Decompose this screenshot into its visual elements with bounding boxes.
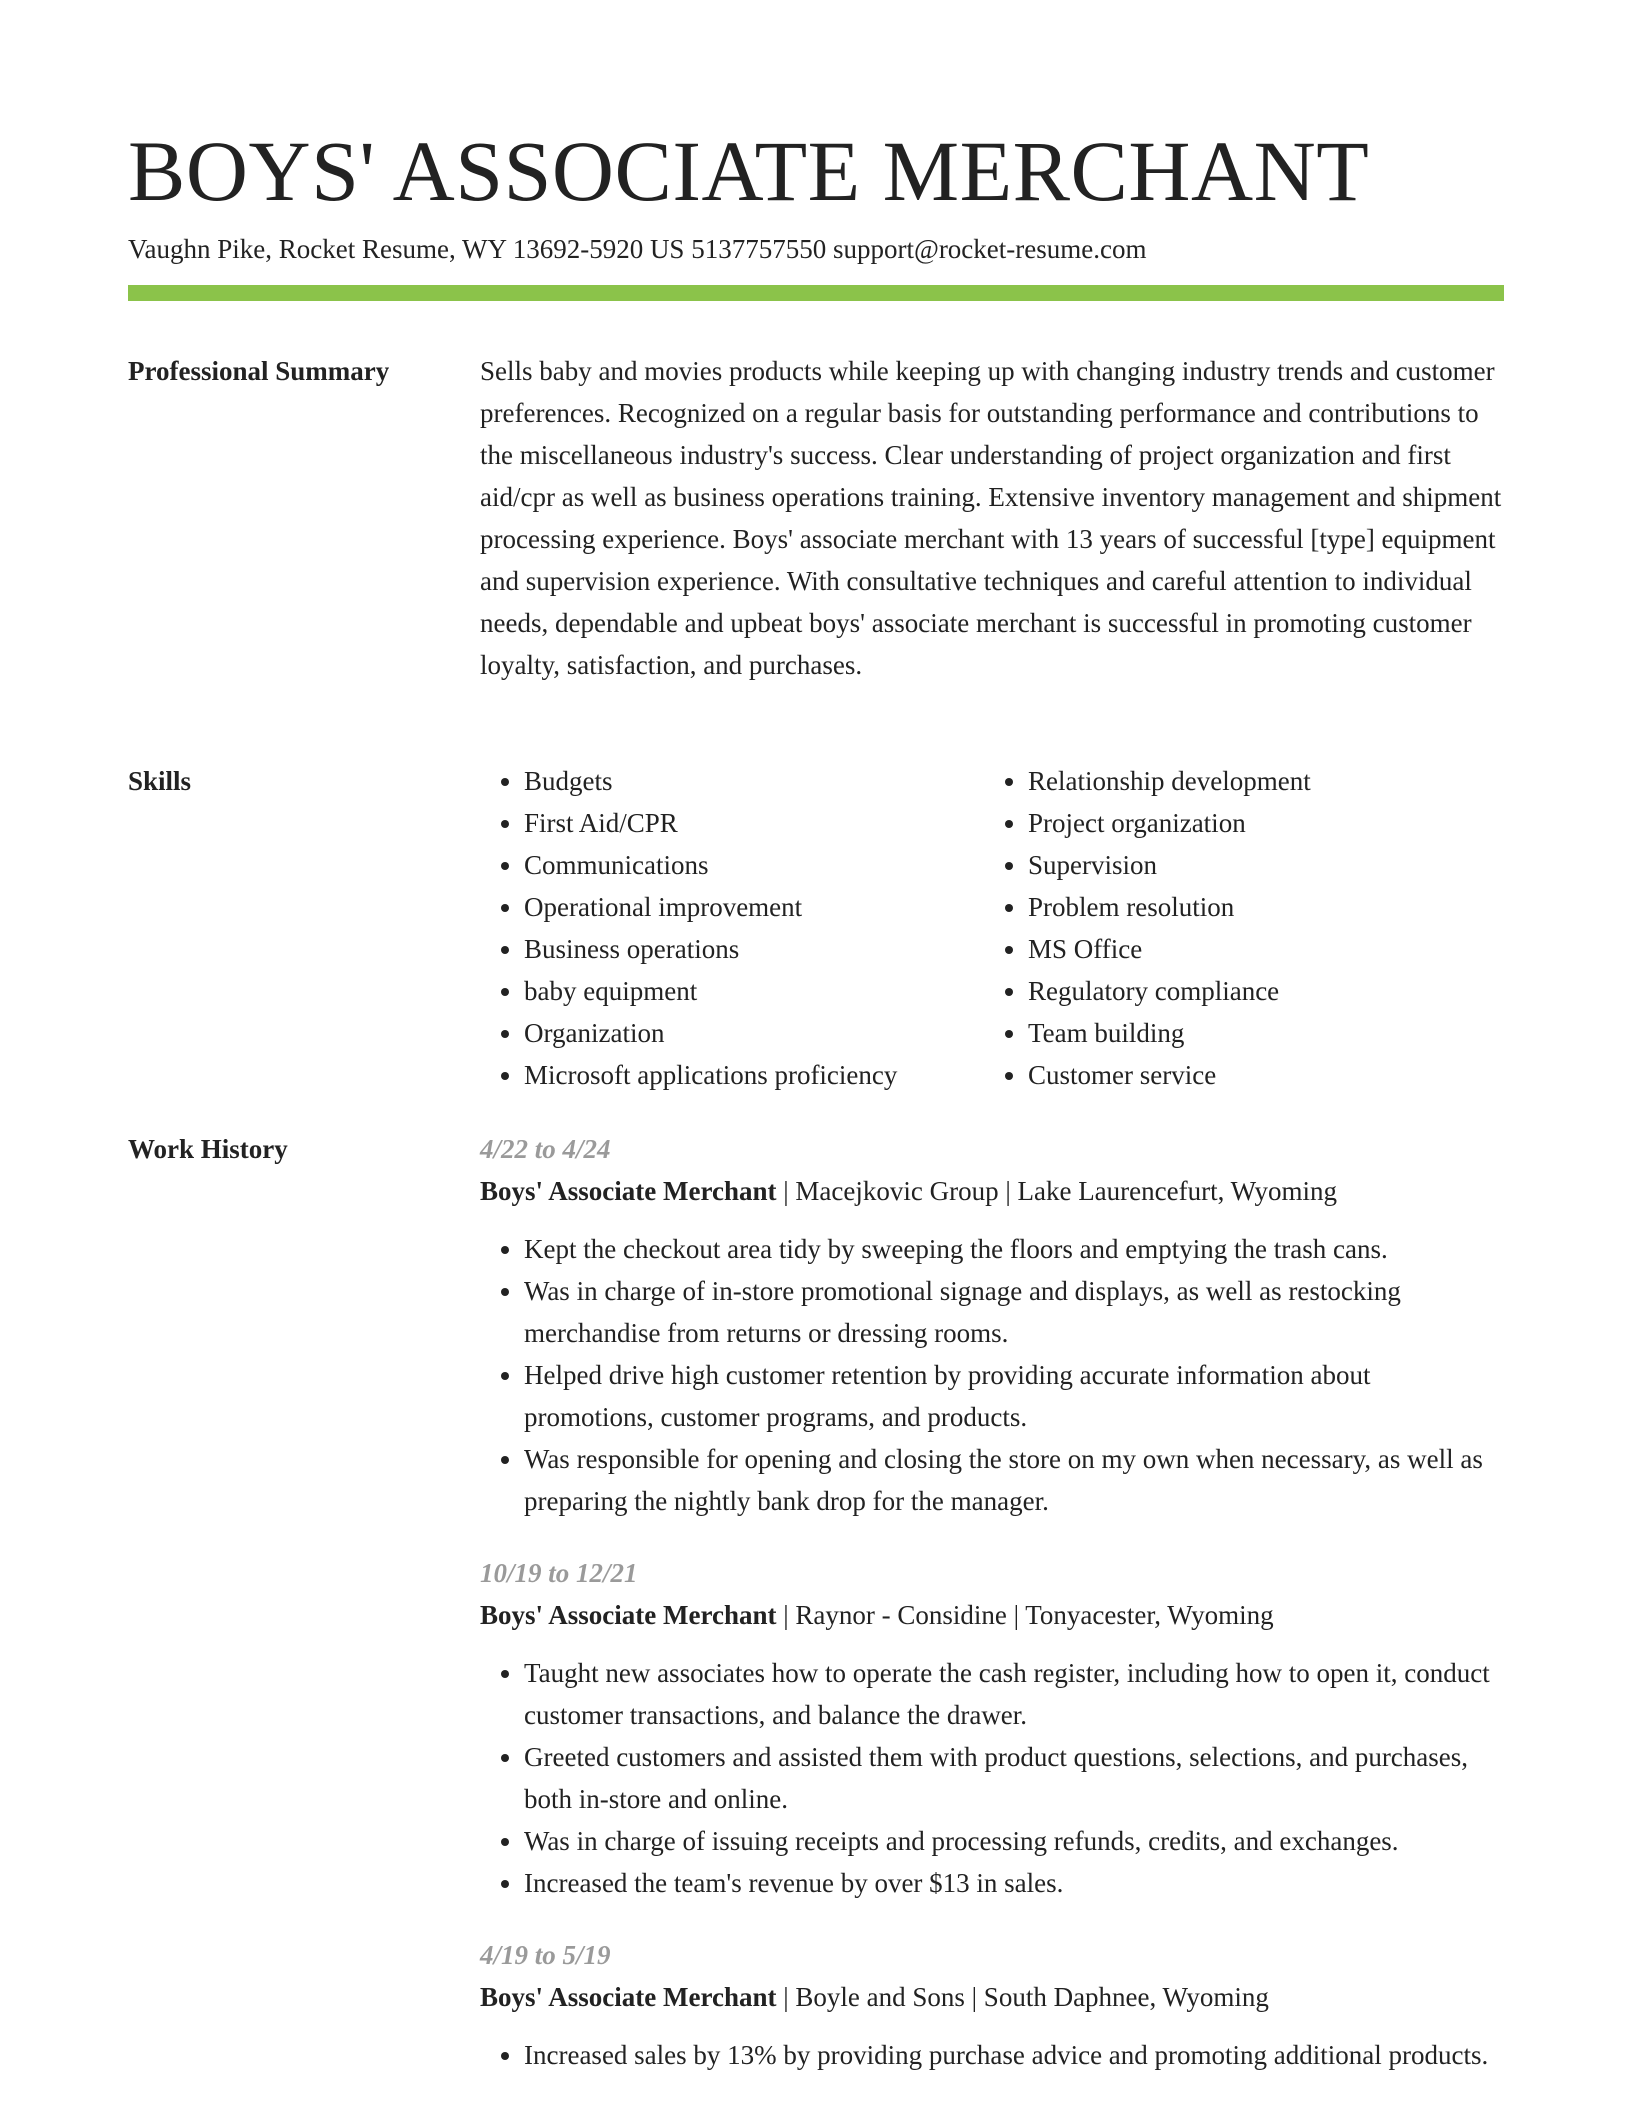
skill-item: • Organization: [524, 1012, 984, 1054]
skill-item: • Project organization: [1028, 802, 1488, 844]
summary-text: Sells baby and movies products while keeping up with changing industry trends and customer preferences. Recognized on a regular basis for outstanding performance and contributions to the miscellaneous industry's success. Clear understanding of project organization and first aid/cpr as well as business operations training. Extensive inventory management and shipment processing experience. Boys' associate merchant with 13 years of successful [type] equipment and supervision experience. With consultative techniques and careful attention to individual needs, dependable and upbeat boys' associate merchant is successful in promoting customer loyalty, satisfaction, and purchases.: [480, 356, 1502, 680]
job-title-line: [480, 1976, 1504, 2018]
job-bullet: • Increased sales by 13% by providing purchase advice and promoting additional products.: [524, 2034, 1504, 2076]
summary-heading: Professional Summary: [128, 356, 390, 386]
skills-body: [480, 760, 1504, 1096]
job-bullets: [480, 1652, 1504, 1904]
job-bullets: [480, 2034, 1504, 2076]
skill-item: • baby equipment: [524, 970, 984, 1012]
skill-item: • Problem resolution: [1028, 886, 1488, 928]
skill-item: • Customer service: [1028, 1054, 1488, 1096]
job-bullet: • Was in charge of issuing receipts and processing refunds, credits, and exchanges.: [524, 1820, 1504, 1862]
skill-item: • Team building: [1028, 1012, 1488, 1054]
job-details: | Boyle and Sons | South Daphnee, Wyoming: [776, 1982, 1269, 2012]
job-bullet: • Was in charge of in-store promotional signage and displays, as well as restocking merchandise from returns or dressing rooms.: [524, 1270, 1504, 1354]
skill-item: • Relationship development: [1028, 760, 1488, 802]
header-divider: [128, 285, 1504, 301]
job-dates: 10/19 to 12/21: [480, 1558, 638, 1588]
job-title: Boys' Associate Merchant: [480, 1982, 777, 2012]
skill-item: • Budgets: [524, 760, 984, 802]
job-bullet: • Increased the team's revenue by over $13 in sales.: [524, 1862, 1504, 1904]
skill-item: • First Aid/CPR: [524, 802, 984, 844]
job-entry: [480, 1934, 1504, 2076]
skills-list-left: [480, 760, 984, 1096]
job-title-line: [480, 1170, 1504, 1212]
job-title: Boys' Associate Merchant: [480, 1600, 777, 1630]
skill-item: • Regulatory compliance: [1028, 970, 1488, 1012]
job-bullet: • Was responsible for opening and closing the store on my own when necessary, as well as preparing the nightly bank drop for the manager.: [524, 1438, 1504, 1522]
skill-item: • Communications: [524, 844, 984, 886]
skills-list-right: [984, 760, 1488, 1096]
job-bullet: • Taught new associates how to operate the cash register, including how to open it, conduct customer transactions, and balance the drawer.: [524, 1652, 1504, 1736]
summary-body: [480, 350, 1504, 686]
work-history-heading: Work History: [128, 1134, 288, 1164]
skills-columns: [480, 760, 1504, 1096]
skill-item: • Business operations: [524, 928, 984, 970]
job-bullet: • Greeted customers and assisted them with product questions, selections, and purchases, both in-store and online.: [524, 1736, 1504, 1820]
resume-title: BOYS' ASSOCIATE MERCHANT: [128, 123, 1370, 219]
job-title-line: [480, 1594, 1504, 1636]
job-bullets: [480, 1228, 1504, 1522]
job-dates: 4/22 to 4/24: [480, 1134, 611, 1164]
job-details: | Macejkovic Group | Lake Laurencefurt, Wyoming: [776, 1176, 1337, 1206]
skill-item: • Operational improvement: [524, 886, 984, 928]
job-entry: [480, 1128, 1504, 1522]
skills-heading: Skills: [128, 766, 192, 796]
job-dates: 4/19 to 5/19: [480, 1940, 611, 1970]
skill-item: • Supervision: [1028, 844, 1488, 886]
job-entry: [480, 1552, 1504, 1904]
job-bullet: • Helped drive high customer retention by providing accurate information about promotions, customer programs, and products.: [524, 1354, 1504, 1438]
skill-item: • MS Office: [1028, 928, 1488, 970]
job-details: | Raynor - Considine | Tonyacester, Wyoming: [776, 1600, 1274, 1630]
job-title: Boys' Associate Merchant: [480, 1176, 777, 1206]
work-history-body: [480, 1128, 1504, 2106]
contact-line: Vaughn Pike, Rocket Resume, WY 13692-5920 US 5137757550 support@rocket-resume.com: [128, 234, 1147, 264]
job-bullet: • Kept the checkout area tidy by sweeping the floors and emptying the trash cans.: [524, 1228, 1504, 1270]
skill-item: • Microsoft applications proficiency: [524, 1054, 984, 1096]
